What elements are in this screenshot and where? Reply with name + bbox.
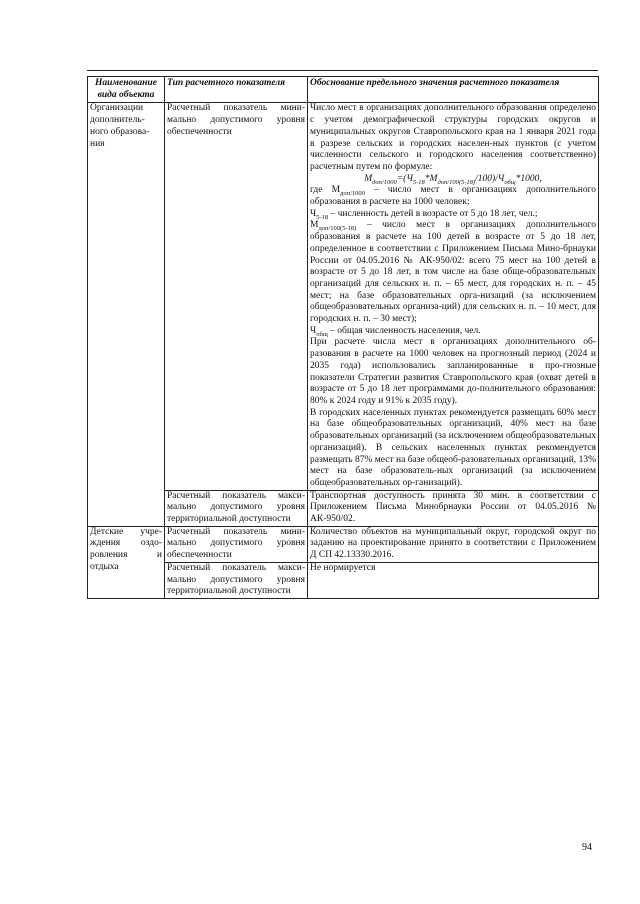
header-object-kind: Наименование вида объекта: [88, 77, 165, 103]
indicator-type-cell: Расчетный показатель мини-мально допустимого уровня обеспеченности: [165, 103, 308, 490]
norms-table: [87, 76, 599, 599]
table-header-row: [88, 77, 599, 103]
definition-children-count: $Ч_{5-18}$ – численность детей в возрасте от 5 до 18 лет, чел.;: [310, 208, 538, 221]
definition-total-population: $Ч_{общ}$ – общая численность населения, чел.: [310, 325, 481, 338]
table-row: [88, 562, 599, 598]
indicator-type-cell: Расчетный показатель макси-мально допустимого уровня территориальной доступности: [165, 562, 308, 598]
indicator-type-cell: Расчетный показатель макси-мально допустимого уровня территориальной доступности: [165, 490, 308, 526]
header-indicator-type: Тип расчетного показателя: [165, 77, 308, 103]
header-justification: Обоснование предельного значения расчетного показателя: [308, 77, 599, 103]
justification-cell: Транспортная доступность принята 30 мин. в соответствии с Приложением Письма Минобрнауки России от 04.05.2016 № АК-950/02.: [308, 490, 599, 526]
definition-m-per-100: $M_{доп/100(5-18)}$ – число мест в организациях дополнительного образования в расчете на 100 детей в возрасте от 5 до 18 лет, определенное в соответствии с Приложением Письма Мино-брнауки России от 04.05.2016 № АК-950/02: всего 75 мест на 100 детей в возрасте от 5 до 18 лет, в том числе на базе обще-образовательных организаций для сельских н. п. – 65 мест, для городских н. п. – 45 мест; на базе образовательных орга-низаций (за исключением общеобразовательных организа-ций) для сельских н. п. – 10 мест, для городских н. п. – 30 мест);: [310, 220, 596, 325]
indicator-type-cell: Расчетный показатель мини-мально допустимого уровня обеспеченности: [165, 526, 308, 562]
justification-cell: Количество объектов на муниципальный округ, городской округ по заданию на проектирование принято в соответствии с Приложением Д СП 42.13330.2016.: [308, 526, 599, 562]
justification-cell: [308, 103, 599, 490]
page-number: 94: [582, 842, 592, 853]
forecast-paragraph: При расчете числа мест в организациях дополнительного об-разования в расчете на 1000 человек на прогнозный период (2024 и 2035 года) использовались запланированные в про-гнозные показатели Стратегии развития Ставропольского края (охват детей в возрасте от 5 до 18 лет программами до-полнительного образования: 80% к 2024 году и 91% к 2035 году).: [310, 337, 596, 406]
justification-cell: Не нормируется: [308, 562, 599, 598]
table-row: [88, 490, 599, 526]
table-row: [88, 526, 599, 562]
definition-m-per-1000: где $M_{доп/1000}$ – число мест в организациях дополнительного образования в расчете на 1000 человек;: [310, 185, 597, 208]
object-children-recreation: Детские учре-ждения оздо-ровления и отдыха: [88, 526, 165, 598]
placement-paragraph: В городских населенных пунктах рекомендуется размещать 60% мест на базе общеобразовательных организаций, 40% мест на базе образовательных организаций (за исключением общеобразовательных организаций). В сельских населенных пунктах рекомендуется размещать 87% мест на базе общеоб-разовательных организаций, 13% мест на базе образователь-ных организаций (за исключением общеобразовательных ор-ганизаций).: [310, 407, 596, 488]
formula: $M_{доп/1000}=(Ч_{5-18}*M_{доп/100(5-18)}/100)/Ч_{общ}*1000$,: [364, 173, 542, 186]
top-rule: [87, 70, 598, 71]
table-row: [88, 103, 599, 490]
justification-intro: Число мест в организациях дополнительного образования определено с учетом демографической структуры городских округов и муниципальных округов Ставропольского края на 1 января 2021 года в разрезе сельских и городских населен-ных пунктов (с учетом численности сельского и городского населения соответственно) расчетным путем по формуле:: [310, 103, 596, 172]
object-additional-education: Организации дополнитель-ного образова-ния: [88, 103, 165, 526]
